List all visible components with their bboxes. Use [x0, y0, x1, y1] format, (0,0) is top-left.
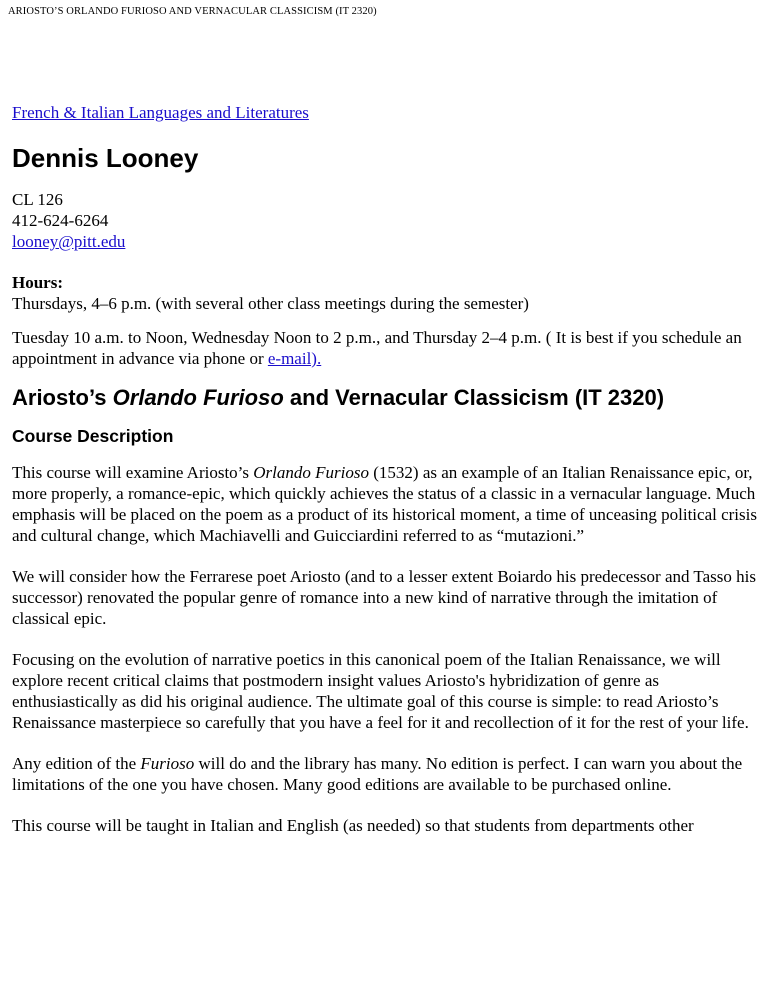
p4-italic-title: Furioso — [140, 754, 195, 773]
department-link[interactable]: French & Italian Languages and Literatures — [12, 103, 309, 122]
office-hours-text: Tuesday 10 a.m. to Noon, Wednesday Noon to 2 p.m., and Thursday 2–4 p.m. ( It is best if you schedule an appointment in advance via phone or — [12, 328, 742, 368]
p1-text-post: (1532) as an example of an Italian Renaissance epic, or, more properly, a romance-epic, which quickly achieves the status of a classic in a vernacular language. Much emphasis will be placed on the poem as a product of its historical moment, a time of unceasing political crisis and cultural change, which Machiavelli and Guicciardini referred to as “mutazioni.” — [12, 463, 757, 545]
course-title-pre: Ariosto’s — [12, 385, 113, 410]
contact-block — [12, 189, 760, 252]
email-contact-link[interactable]: e-mail). — [267, 349, 322, 368]
p1-text-pre: This course will examine Ariosto’s — [12, 463, 254, 482]
p1-italic-title: Orlando Furioso — [253, 463, 369, 482]
description-paragraph-2: We will consider how the Ferrarese poet Ariosto (and to a lesser extent Boiardo his predecessor and Tasso his successor) renovated the popular genre of romance into a new kind of narrative through the imitation of classical epic. — [12, 567, 756, 628]
course-title — [12, 385, 760, 411]
course-title-post: and Vernacular Classicism (IT 2320) — [283, 385, 665, 410]
hours-block — [12, 272, 760, 314]
description-paragraph-1 — [12, 462, 760, 546]
office-hours — [12, 327, 760, 369]
description-paragraph-4 — [12, 753, 760, 795]
running-head: ARIOSTO’S ORLANDO FURIOSO AND VERNACULAR CLASSICISM (IT 2320) — [8, 6, 377, 17]
office-location: CL 126 — [12, 190, 63, 209]
description-paragraph-3: Focusing on the evolution of narrative poetics in this canonical poem of the Italian Renaissance, we will explore recent critical claims that postmodern insight values Ariosto's hybridization of genre as enthusiastically as did his original audience. The ultimate goal of this course is simple: to read Ariosto’s Renaissance masterpiece so carefully that you have a feel for it and recollection of it for the rest of your life. — [12, 650, 749, 732]
page-content — [12, 102, 760, 856]
phone-number: 412-624-6264 — [12, 211, 109, 230]
description-paragraph-5: This course will be taught in Italian and English (as needed) so that students from departments other — [12, 816, 694, 835]
class-meeting-times: Thursdays, 4–6 p.m. (with several other class meetings during the semester) — [12, 294, 529, 313]
p4-text-pre: Any edition of the — [12, 754, 141, 773]
hours-label: Hours: — [12, 273, 63, 292]
course-title-italic: Orlando Furioso — [112, 385, 284, 410]
p4-text-post: will do and the library has many. No edition is perfect. I can warn you about the limitations of the one you have chosen. Many good editions are available to be purchased online. — [12, 754, 743, 794]
email-link[interactable]: looney@pitt.edu — [12, 232, 126, 251]
section-title: Course Description — [12, 426, 174, 446]
instructor-name: Dennis Looney — [12, 143, 199, 173]
